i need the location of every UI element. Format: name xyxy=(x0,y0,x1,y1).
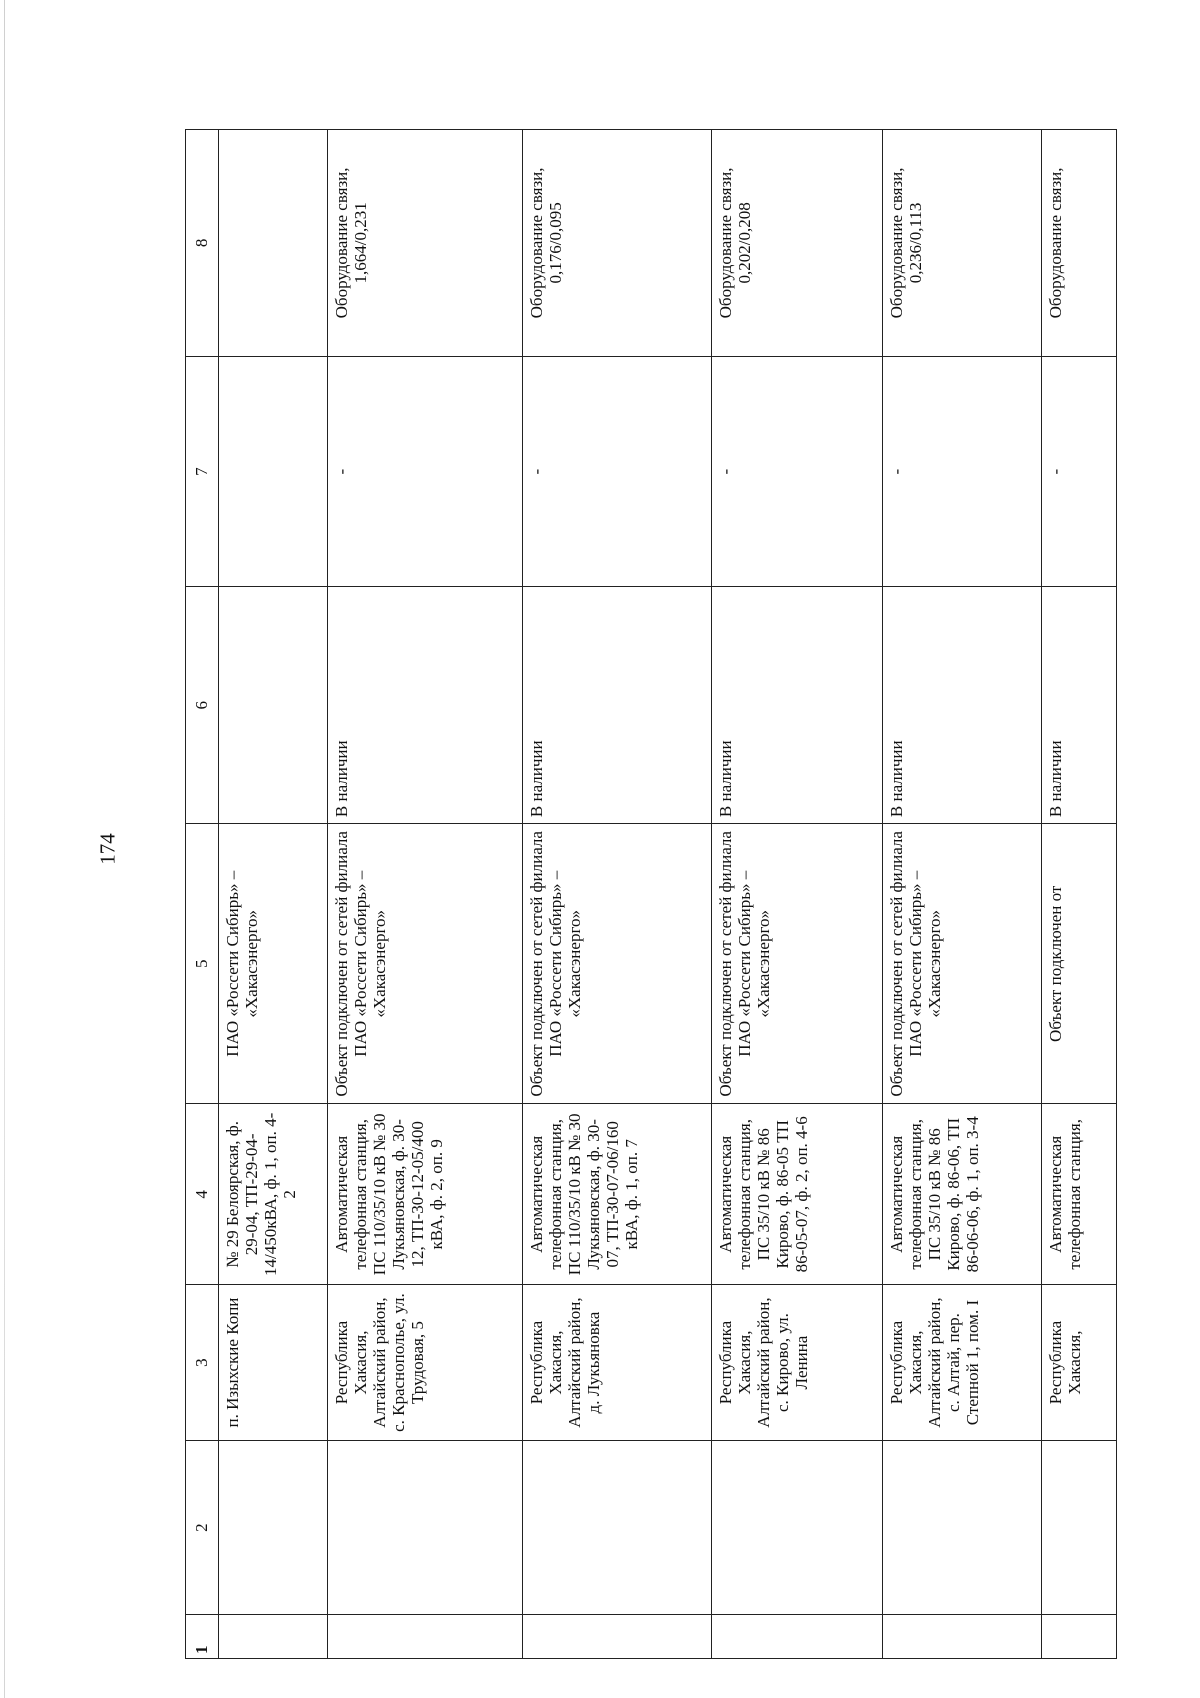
column-header: 2 xyxy=(186,1440,219,1614)
cell-network-owner: Объект подключен от xyxy=(1042,824,1117,1104)
table-row xyxy=(219,130,328,1659)
table-row xyxy=(328,130,523,1659)
column-header: 6 xyxy=(186,587,219,824)
cell-network-owner: Объект подключен от сетей филиала ПАО «Россети Сибирь» – «Хакасэнерго» xyxy=(712,824,883,1104)
cell-connection-point: Автоматическая телефонная станция, ПС 110/35/10 кВ № 30 Лукьяновская, ф. 30-12, ТП-30-12-05/400 кВА, ф. 2, оп. 9 xyxy=(328,1104,523,1285)
cell-availability: В наличии xyxy=(523,587,712,824)
page-number: 174 xyxy=(95,833,120,865)
cell-name xyxy=(1042,1440,1117,1614)
cell-connection-point: Автоматическая телефонная станция, xyxy=(1042,1104,1117,1285)
column-header: 1 xyxy=(186,1615,219,1659)
cell-network-owner: ПАО «Россети Сибирь» – «Хакасэнерго» xyxy=(219,824,328,1104)
cell-connection-point: Автоматическая телефонная станция, ПС 110/35/10 кВ № 30 Лукьяновская, ф. 30-07, ТП-30-07-06/160 кВА, ф. 1, оп. 7 xyxy=(523,1104,712,1285)
column-header: 8 xyxy=(186,130,219,357)
cell-name xyxy=(219,1440,328,1614)
cell-equipment: Оборудование связи, 0,176/0,095 xyxy=(523,130,712,357)
cell-availability: В наличии xyxy=(1042,587,1117,824)
cell-col7: - xyxy=(328,356,523,587)
cell-col7: - xyxy=(523,356,712,587)
scan-edge xyxy=(4,0,5,1698)
cell-availability xyxy=(219,587,328,824)
cell-name xyxy=(328,1440,523,1614)
table-row xyxy=(712,130,883,1659)
cell-equipment: Оборудование связи, 0,236/0,113 xyxy=(883,130,1042,357)
header-row xyxy=(186,130,219,1659)
column-header: 7 xyxy=(186,356,219,587)
cell-equipment: Оборудование связи, xyxy=(1042,130,1117,357)
cell-col7: - xyxy=(712,356,883,587)
cell-connection-point: Автоматическая телефонная станция, ПС 35/10 кВ № 86 Кирово, ф. 86-05 ТП 86-05-07, ф. 2, оп. 4-6 xyxy=(712,1104,883,1285)
cell-network-owner: Объект подключен от сетей филиала ПАО «Россети Сибирь» – «Хакасэнерго» xyxy=(328,824,523,1104)
column-header: 3 xyxy=(186,1285,219,1441)
cell-availability: В наличии xyxy=(712,587,883,824)
cell-number xyxy=(712,1615,883,1659)
cell-equipment: Оборудование связи, 1,664/0,231 xyxy=(328,130,523,357)
cell-number xyxy=(883,1615,1042,1659)
cell-number xyxy=(523,1615,712,1659)
cell-network-owner: Объект подключен от сетей филиала ПАО «Россети Сибирь» – «Хакасэнерго» xyxy=(883,824,1042,1104)
cell-availability: В наличии xyxy=(328,587,523,824)
cell-address: Республика Хакасия, Алтайский район, д. Лукьяновка xyxy=(523,1285,712,1441)
cell-name xyxy=(712,1440,883,1614)
cell-availability: В наличии xyxy=(883,587,1042,824)
cell-address: Республика Хакасия, Алтайский район, с. Кирово, ул. Ленина xyxy=(712,1285,883,1441)
cell-address: Республика Хакасия, Алтайский район, с. Алтай, пер. Степной 1, пом. I xyxy=(883,1285,1042,1441)
cell-equipment xyxy=(219,130,328,357)
cell-col7: - xyxy=(1042,356,1117,587)
cell-equipment: Оборудование связи, 0,202/0,208 xyxy=(712,130,883,357)
cell-name xyxy=(523,1440,712,1614)
rotated-table xyxy=(185,129,1085,1659)
column-header: 4 xyxy=(186,1104,219,1285)
cell-col7 xyxy=(219,356,328,587)
cell-address: п. Изыхские Копи xyxy=(219,1285,328,1441)
table-row xyxy=(883,130,1042,1659)
cell-connection-point: Автоматическая телефонная станция, ПС 35/10 кВ № 86 Кирово, ф. 86-06, ТП 86-06-06, ф. 1, оп. 3-4 xyxy=(883,1104,1042,1285)
cell-network-owner: Объект подключен от сетей филиала ПАО «Россети Сибирь» – «Хакасэнерго» xyxy=(523,824,712,1104)
data-table xyxy=(185,129,1117,1659)
cell-address: Республика Хакасия, xyxy=(1042,1285,1117,1441)
cell-number xyxy=(328,1615,523,1659)
cell-connection-point: № 29 Белоярская, ф. 29-04, ТП-29-04-14/450кВА, ф. 1, оп. 4-2 xyxy=(219,1104,328,1285)
cell-name xyxy=(883,1440,1042,1614)
cell-number xyxy=(219,1615,328,1659)
cell-number xyxy=(1042,1615,1117,1659)
cell-address: Республика Хакасия, Алтайский район, с. Краснополье, ул. Трудовая, 5 xyxy=(328,1285,523,1441)
table-row xyxy=(523,130,712,1659)
cell-col7: - xyxy=(883,356,1042,587)
column-header: 5 xyxy=(186,824,219,1104)
table-row xyxy=(1042,130,1117,1659)
